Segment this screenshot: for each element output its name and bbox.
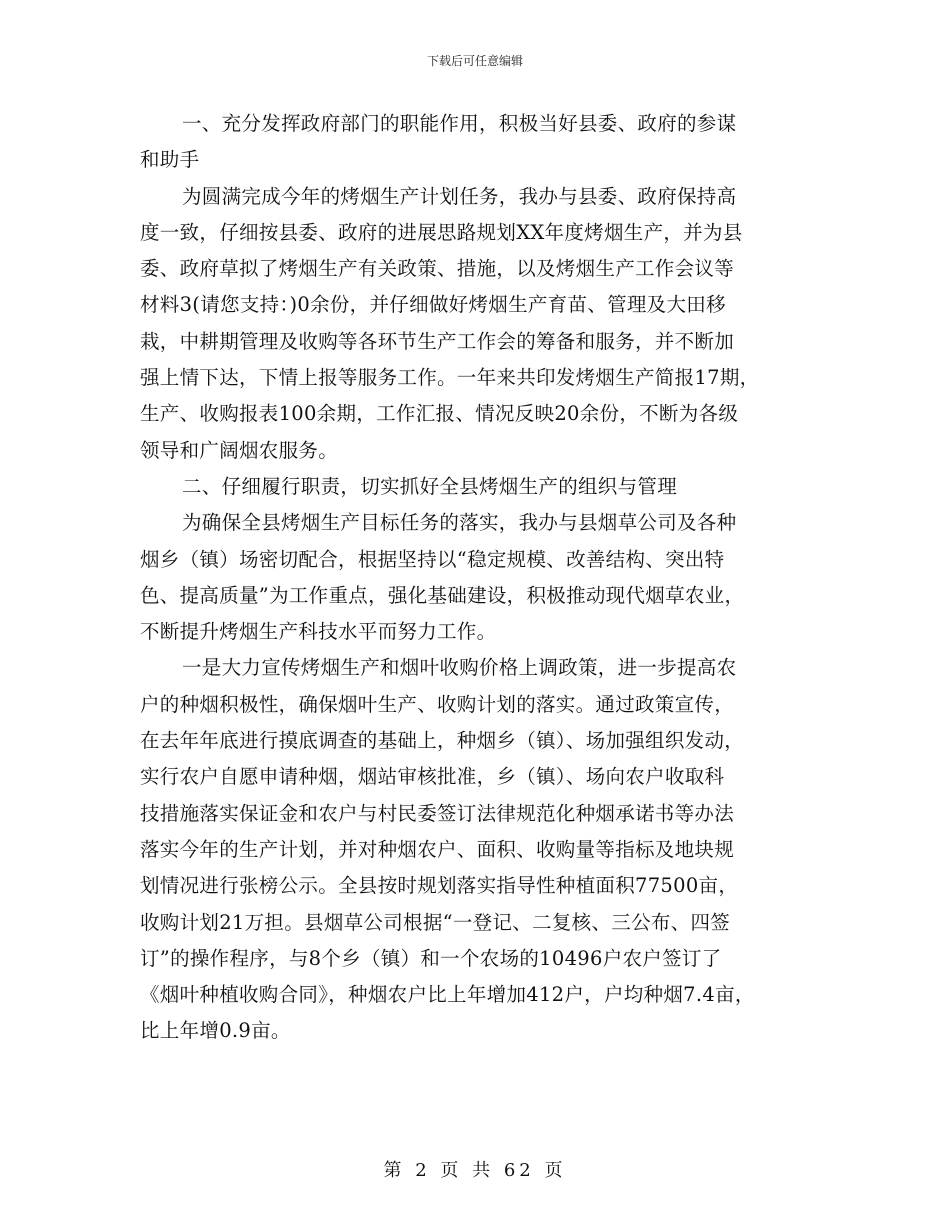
page-header: 下载后可任意编辑 bbox=[426, 54, 523, 68]
text-line: 技措施落实保证金和农户与村民委签订法律规范化种烟承诺书等办法 bbox=[140, 801, 735, 825]
text-line: 烟乡（镇）场密切配合，根据坚持以“稳定规模、改善结构、突出特 bbox=[140, 547, 725, 571]
text-line: 强上情下达，下情上报等服务工作。一年来共印发烤烟生产简报17期， bbox=[140, 366, 760, 390]
text-line: 栽，中耕期管理及收购等各环节生产工作会的筹备和服务，并不断加 bbox=[140, 329, 735, 353]
text-line: 生产、收购报表100余期，工作汇报、情况反映20余份，不断为各级 bbox=[140, 402, 739, 426]
page-footer: 第 2 页 共 62 页 bbox=[383, 1160, 567, 1181]
text-line: 材料3(请您支持：)0余份，并仔细做好烤烟生产育苗、管理及大田移 bbox=[140, 293, 726, 317]
text-line: 度一致，仔细按县委、政府的进展思路规划XX年度烤烟生产，并为县 bbox=[140, 220, 743, 244]
text-line: 订”的操作程序，与8个乡（镇）和一个农场的10496户农户签订了 bbox=[140, 946, 722, 970]
text-line: 户的种烟积极性，确保烟叶生产、收购计划的落实。通过政策宣传， bbox=[140, 692, 735, 716]
text-line: 在去年年底进行摸底调查的基础上，种烟乡（镇）、场加强组织发动， bbox=[140, 729, 745, 753]
text-line: 一是大力宣传烤烟生产和烟叶收购价格上调政策，进一步提高农 bbox=[182, 656, 737, 680]
text-line: 不断提升烤烟生产科技水平而努力工作。 bbox=[140, 620, 497, 644]
text-line: 色、提高质量”为工作重点，强化基础建设，积极推动现代烟草农业， bbox=[140, 583, 745, 607]
text-line: 《烟叶种植收购合同》，种烟农户比上年增加412户，户均种烟7.4亩， bbox=[140, 983, 755, 1007]
text-line: 一、充分发挥政府部门的职能作用，积极当好县委、政府的参谋 bbox=[182, 112, 737, 135]
text-line: 二、仔细履行职责，切实抓好全县烤烟生产的组织与管理 bbox=[182, 474, 678, 498]
text-line: 比上年增0.9亩。 bbox=[140, 1019, 291, 1043]
document-body bbox=[140, 106, 830, 1050]
text-line: 委、政府草拟了烤烟生产有关政策、措施，以及烤烟生产工作会议等 bbox=[140, 257, 735, 281]
text-line: 划情况进行张榜公示。全县按时规划落实指导性种植面积77500亩， bbox=[140, 874, 739, 898]
text-line: 和助手 bbox=[140, 148, 200, 172]
text-line: 落实今年的生产计划，并对种烟农户、面积、收购量等指标及地块规 bbox=[140, 837, 735, 861]
text-line: 收购计划21万担。县烟草公司根据“一登记、二复核、三公布、四签 bbox=[140, 910, 731, 934]
text-line: 领导和广阔烟农服务。 bbox=[140, 438, 339, 462]
text-line: 为圆满完成今年的烤烟生产计划任务，我办与县委、政府保持高 bbox=[182, 184, 737, 208]
text-line: 实行农户自愿申请种烟，烟站审核批准，乡（镇）、场向农户收取科 bbox=[140, 765, 725, 789]
text-line: 为确保全县烤烟生产目标任务的落实，我办与县烟草公司及各种 bbox=[182, 511, 737, 535]
